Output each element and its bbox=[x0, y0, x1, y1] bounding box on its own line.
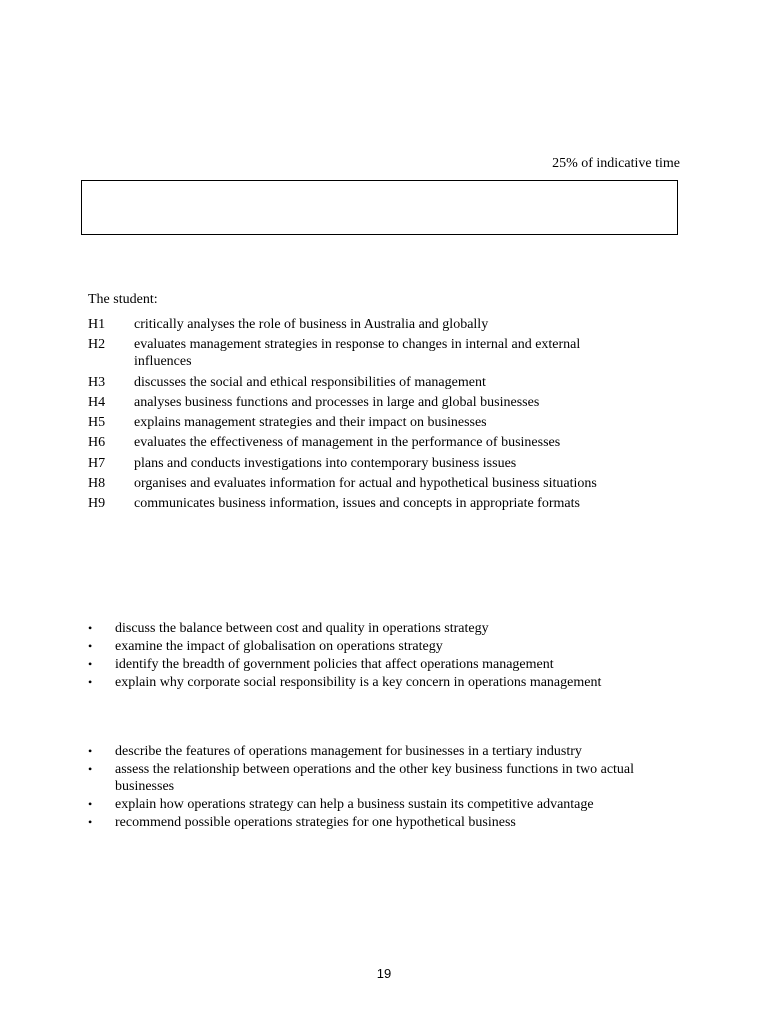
outcome-code: H6 bbox=[88, 435, 106, 451]
outcome-text: critically analyses the role of business in Australia and globally bbox=[134, 317, 489, 332]
outcome-row bbox=[88, 394, 688, 411]
outcome-row bbox=[88, 455, 688, 472]
list-item bbox=[88, 620, 688, 637]
list-item bbox=[88, 814, 688, 831]
outcome-text: discusses the social and ethical responsibilities of management bbox=[134, 374, 486, 390]
outcome-code: H7 bbox=[88, 455, 106, 471]
outcome-text: evaluates the effectiveness of management in the performance of businesses bbox=[134, 435, 561, 451]
list-item-text: explain how operations strategy can help a business sustain its competitive advantage bbox=[115, 797, 594, 812]
list-item-text: discuss the balance between cost and quality in operations strategy bbox=[115, 621, 489, 636]
outcome-text: plans and conducts investigations into contemporary business issues bbox=[134, 455, 517, 471]
list-item bbox=[88, 761, 688, 795]
list-item-text: assess the relationship between operations and the other key business functions in two actual businesses bbox=[115, 762, 635, 794]
outcome-code: H9 bbox=[88, 496, 106, 512]
outcome-text: explains management strategies and their impact on businesses bbox=[134, 415, 487, 431]
outcome-code: H1 bbox=[88, 317, 106, 332]
outcomes-intro: The student: bbox=[88, 292, 158, 307]
bullet-list-one bbox=[88, 620, 688, 692]
outcome-row bbox=[88, 374, 688, 391]
bullet-icon: • bbox=[88, 744, 93, 758]
outcome-code: H3 bbox=[88, 374, 106, 390]
outcome-row bbox=[88, 316, 688, 333]
page-number: 19 bbox=[376, 966, 392, 981]
outcome-row bbox=[88, 475, 688, 492]
outcome-row bbox=[88, 495, 688, 512]
outcomes-list bbox=[88, 316, 688, 516]
bullet-icon: • bbox=[88, 762, 93, 776]
bullet-icon: • bbox=[88, 675, 93, 689]
outcome-code: H8 bbox=[88, 476, 106, 492]
outcome-code: H5 bbox=[88, 415, 106, 431]
empty-bordered-box bbox=[81, 180, 678, 235]
list-item-text: describe the features of operations management for businesses in a tertiary industry bbox=[115, 744, 582, 759]
outcome-text: evaluates management strategies in response to changes in internal and external influences bbox=[134, 337, 581, 370]
list-item bbox=[88, 638, 688, 655]
bullet-icon: • bbox=[88, 815, 93, 829]
bullet-icon: • bbox=[88, 797, 93, 811]
bullet-icon: • bbox=[88, 657, 93, 671]
list-item bbox=[88, 796, 688, 813]
outcome-row bbox=[88, 336, 688, 370]
list-item bbox=[88, 656, 688, 673]
outcome-text: organises and evaluates information for actual and hypothetical business situations bbox=[134, 476, 597, 492]
list-item-text: explain why corporate social responsibility is a key concern in operations management bbox=[115, 675, 602, 690]
outcome-code: H4 bbox=[88, 394, 106, 410]
indicative-time-note: 25% of indicative time bbox=[552, 156, 680, 171]
outcome-text: communicates business information, issues and concepts in appropriate formats bbox=[134, 496, 580, 512]
list-item bbox=[88, 743, 688, 760]
list-item-text: examine the impact of globalisation on operations strategy bbox=[115, 639, 443, 654]
bullet-list-two bbox=[88, 743, 688, 832]
outcome-row bbox=[88, 434, 688, 451]
list-item bbox=[88, 674, 688, 691]
bullet-icon: • bbox=[88, 639, 93, 653]
bullet-icon: • bbox=[88, 621, 93, 635]
outcome-code: H2 bbox=[88, 337, 106, 353]
outcome-row bbox=[88, 414, 688, 431]
list-item-text: recommend possible operations strategies for one hypothetical business bbox=[115, 815, 516, 830]
list-item-text: identify the breadth of government policies that affect operations management bbox=[115, 657, 554, 672]
outcome-text: analyses business functions and processes in large and global businesses bbox=[134, 394, 540, 410]
